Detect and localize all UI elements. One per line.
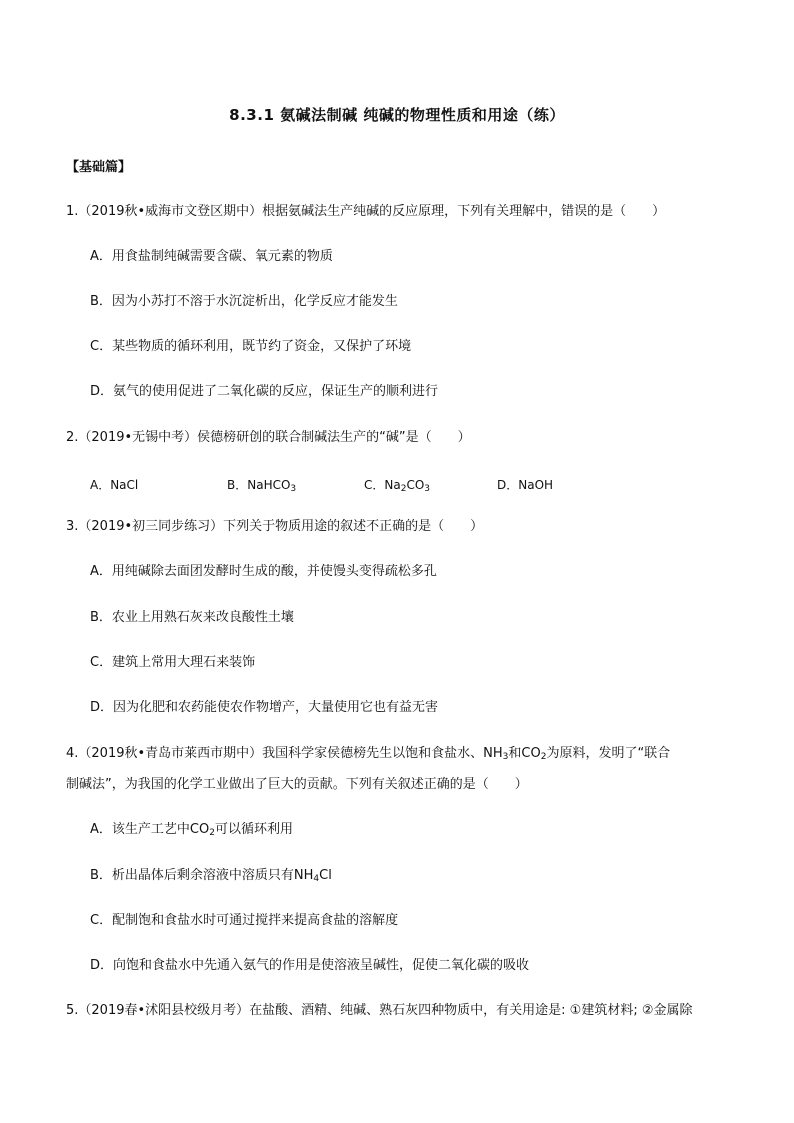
- question-4-option-d: D．向饱和食盐水中先通入氨气的作用是使溶液呈碱性，促使二氧化碳的吸收: [90, 958, 530, 973]
- page-title: 8.3.1 氨碱法制碱 纯碱的物理性质和用途（练）: [229, 106, 565, 124]
- question-4-stem-line-1: 4.（2019秋•青岛市莱西市期中）我国科学家侯德榜先生以饱和食盐水、$NH_3$和$CO_2$为原料，发明了“联合: [66, 746, 671, 762]
- question-3-option-b: B．农业上用熟石灰来改良酸性土壤: [90, 610, 294, 625]
- question-5-stem: 5.（2019春•沭阳县校级月考）在盐酸、酒精、纯碱、熟石灰四种物质中，有关用途是: ①建筑材料; ②金属除: [66, 1003, 693, 1018]
- question-3-stem: 3.（2019•初三同步练习）下列关于物质用途的叙述不正确的是（ ）: [66, 519, 484, 534]
- question-1-option-d: D．氨气的使用促进了二氧化碳的反应，保证生产的顺利进行: [90, 384, 439, 399]
- question-3-option-c: C．建筑上常用大理石来装饰: [90, 655, 256, 670]
- question-1-stem: 1.（2019秋•威海市文登区期中）根据氨碱法生产纯碱的反应原理，下列有关理解中，错误的是（ ）: [66, 204, 666, 219]
- question-2-stem: 2.（2019•无锡中考）侯德榜研创的联合制碱法生产的“碱”是（ ）: [66, 430, 471, 445]
- question-2-option-a: A．NaCl: [90, 478, 139, 492]
- question-1-option-b: B．因为小苏打不溶于水沉淀析出，化学反应才能发生: [90, 294, 398, 309]
- question-1-option-c: C．某些物质的循环利用，既节约了资金，又保护了环境: [90, 339, 412, 354]
- question-4-option-c: C．配制饱和食盐水时可通过搅拌来提高食盐的溶解度: [90, 913, 399, 928]
- question-3-option-d: D．因为化肥和农药能使农作物增产，大量使用它也有益无害: [90, 700, 439, 715]
- question-4-option-b: B．析出晶体后剩余溶液中溶质只有$NH_4Cl$: [90, 868, 332, 884]
- question-2-option-b: B．NaHCO$_3$: [227, 478, 297, 494]
- question-3-option-a: A．用纯碱除去面团发酵时生成的酸，并使馒头变得疏松多孔: [90, 564, 437, 579]
- question-2-option-c: C．$Na_2CO_3$: [364, 478, 431, 494]
- question-2-option-d: D．NaOH: [497, 478, 554, 492]
- question-1-option-a: A．用食盐制纯碱需要含碳、氧元素的物质: [90, 249, 333, 264]
- question-4-option-a: A．该生产工艺中$CO_2$可以循环利用: [90, 822, 293, 838]
- question-4-stem-line-2: 制碱法”，为我国的化学工业做出了巨大的贡献。下列有关叙述正确的是（ ）: [66, 777, 528, 792]
- section-heading: 【基础篇】: [66, 160, 132, 175]
